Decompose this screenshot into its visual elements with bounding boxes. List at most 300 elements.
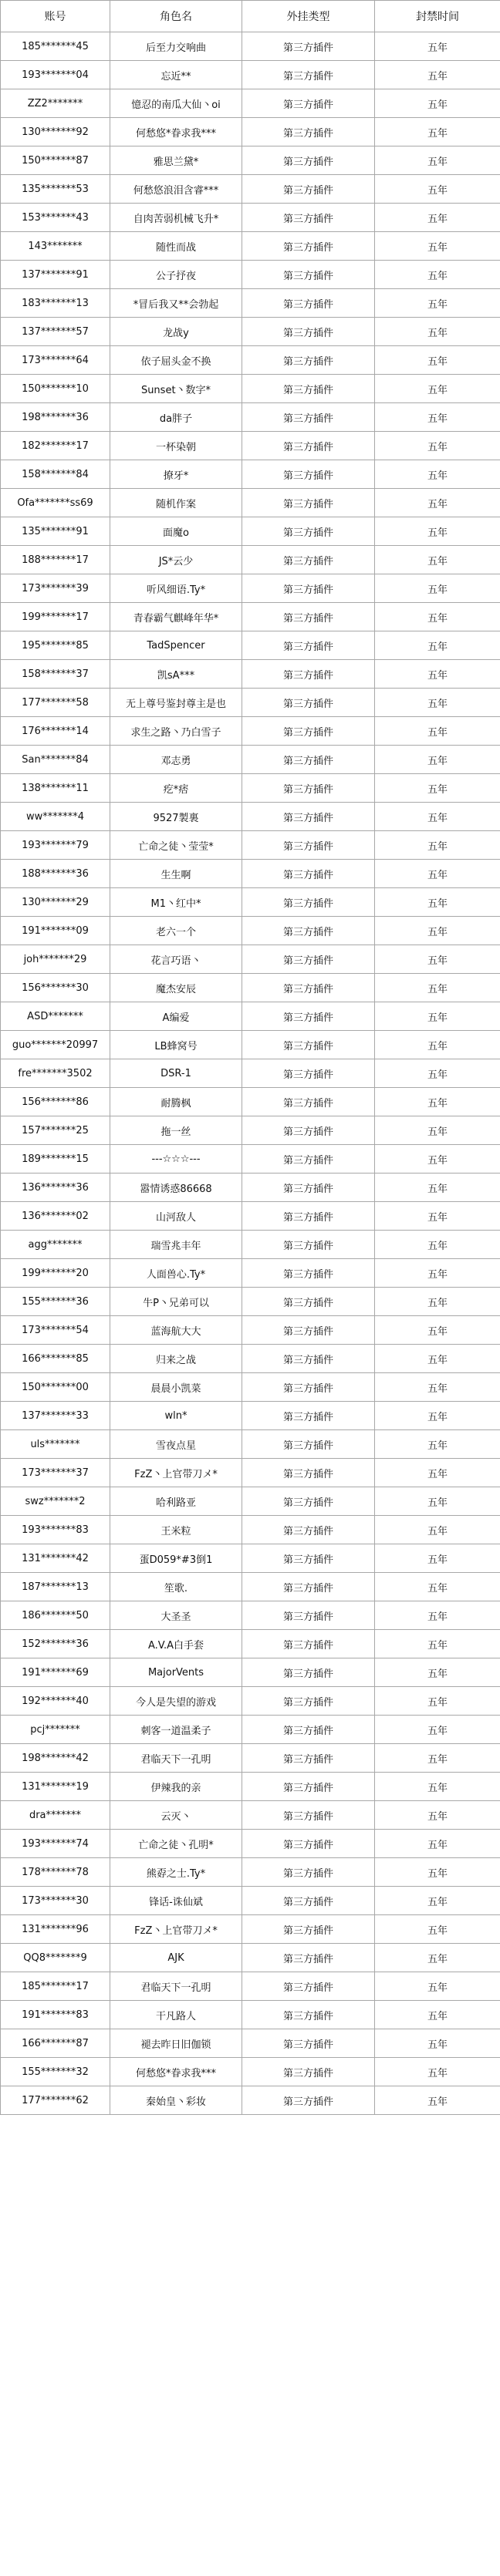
cell-role-name: 晨晨小凯菜 [110,1373,242,1402]
cell-ban-duration: 五年 [375,61,500,89]
cell-ban-duration: 五年 [375,146,500,175]
cell-cheat-type: 第三方插件 [242,1402,375,1430]
cell-ban-duration: 五年 [375,1601,500,1630]
cell-cheat-type: 第三方插件 [242,1687,375,1716]
cell-cheat-type: 第三方插件 [242,204,375,232]
cell-ban-duration: 五年 [375,746,500,774]
cell-account: 177*******62 [1,2086,110,2115]
cell-cheat-type: 第三方插件 [242,974,375,1002]
cell-role-name: 笙歌. [110,1573,242,1601]
cell-role-name: 邓志勇 [110,746,242,774]
cell-role-name: 憶忍的南瓜大仙丶oi [110,89,242,118]
table-row [1,1202,500,1231]
cell-account: 150*******10 [1,375,110,403]
cell-account: 193*******04 [1,61,110,89]
table-row [1,175,500,204]
cell-ban-duration: 五年 [375,2086,500,2115]
cell-cheat-type: 第三方插件 [242,146,375,175]
cell-ban-duration: 五年 [375,1002,500,1031]
table-row [1,2001,500,2029]
cell-role-name: 何愁悠*眷求我*** [110,2058,242,2086]
cell-role-name: 熊孬之士.Ty* [110,1858,242,1887]
cell-cheat-type: 第三方插件 [242,574,375,603]
cell-ban-duration: 五年 [375,1459,500,1487]
cell-account: 131*******96 [1,1915,110,1944]
table-row [1,489,500,517]
cell-role-name: A编爱 [110,1002,242,1031]
cell-role-name: 公子抒夜 [110,261,242,289]
cell-ban-duration: 五年 [375,689,500,717]
cell-ban-duration: 五年 [375,1145,500,1174]
table-row [1,460,500,489]
cell-account: 193*******74 [1,1830,110,1858]
cell-cheat-type: 第三方插件 [242,660,375,689]
cell-role-name: 无上尊号鉴封尊主是也 [110,689,242,717]
cell-cheat-type: 第三方插件 [242,1773,375,1801]
cell-role-name: 耐腾枫 [110,1088,242,1116]
table-row [1,118,500,146]
cell-cheat-type: 第三方插件 [242,1858,375,1887]
cell-account: 173*******64 [1,346,110,375]
cell-ban-duration: 五年 [375,603,500,631]
cell-account: pcj******* [1,1716,110,1744]
cell-ban-duration: 五年 [375,1316,500,1345]
cell-role-name: 大圣圣 [110,1601,242,1630]
cell-ban-duration: 五年 [375,1088,500,1116]
cell-cheat-type: 第三方插件 [242,717,375,746]
cell-role-name: 生生啊 [110,860,242,888]
cell-account: 131*******19 [1,1773,110,1801]
cell-account: 130*******29 [1,888,110,917]
cell-ban-duration: 五年 [375,1716,500,1744]
table-row [1,1887,500,1915]
table-row [1,289,500,318]
cell-ban-duration: 五年 [375,1116,500,1145]
cell-ban-duration: 五年 [375,175,500,204]
table-row [1,517,500,546]
cell-role-name: 秦始皇丶彩妆 [110,2086,242,2115]
cell-ban-duration: 五年 [375,489,500,517]
cell-ban-duration: 五年 [375,403,500,432]
table-row [1,1259,500,1288]
cell-cheat-type: 第三方插件 [242,289,375,318]
cell-cheat-type: 第三方插件 [242,746,375,774]
cell-role-name: 蓝海航大大 [110,1316,242,1345]
cell-ban-duration: 五年 [375,660,500,689]
cell-account: 173*******54 [1,1316,110,1345]
cell-ban-duration: 五年 [375,546,500,574]
cell-cheat-type: 第三方插件 [242,1174,375,1202]
cell-ban-duration: 五年 [375,860,500,888]
cell-role-name: 嚣情诱惑86668 [110,1174,242,1202]
cell-account: 158*******37 [1,660,110,689]
cell-cheat-type: 第三方插件 [242,517,375,546]
cell-ban-duration: 五年 [375,375,500,403]
cell-cheat-type: 第三方插件 [242,774,375,803]
cell-role-name: 锋话-诛仙斌 [110,1887,242,1915]
cell-cheat-type: 第三方插件 [242,1002,375,1031]
cell-cheat-type: 第三方插件 [242,888,375,917]
cell-account: 173*******37 [1,1459,110,1487]
cell-role-name: 撩牙* [110,460,242,489]
cell-cheat-type: 第三方插件 [242,1830,375,1858]
table-row [1,1288,500,1316]
cell-cheat-type: 第三方插件 [242,2001,375,2029]
cell-role-name: 一杯染朝 [110,432,242,460]
cell-cheat-type: 第三方插件 [242,1887,375,1915]
cell-cheat-type: 第三方插件 [242,1972,375,2001]
table-row [1,1031,500,1059]
cell-ban-duration: 五年 [375,774,500,803]
table-row [1,660,500,689]
cell-role-name: 今人是失望的游戏 [110,1687,242,1716]
cell-account: 188*******36 [1,860,110,888]
cell-account: 199*******20 [1,1259,110,1288]
table-row [1,2086,500,2115]
cell-account: 188*******17 [1,546,110,574]
cell-cheat-type: 第三方插件 [242,1231,375,1259]
cell-cheat-type: 第三方插件 [242,546,375,574]
cell-account: 199*******17 [1,603,110,631]
cell-ban-duration: 五年 [375,1231,500,1259]
table-row [1,1487,500,1516]
cell-account: 173*******39 [1,574,110,603]
table-row [1,1544,500,1573]
cell-cheat-type: 第三方插件 [242,945,375,974]
cell-account: 178*******78 [1,1858,110,1887]
table-row [1,1944,500,1972]
cell-role-name: 随性而战 [110,232,242,261]
cell-ban-duration: 五年 [375,945,500,974]
cell-account: 166*******87 [1,2029,110,2058]
table-row [1,631,500,660]
cell-cheat-type: 第三方插件 [242,432,375,460]
cell-account: fre*******3502 [1,1059,110,1088]
cell-ban-duration: 五年 [375,1830,500,1858]
cell-cheat-type: 第三方插件 [242,1430,375,1459]
cell-cheat-type: 第三方插件 [242,1716,375,1744]
table-row [1,689,500,717]
cell-account: 150*******00 [1,1373,110,1402]
cell-role-name: FzZ丶上官带刀メ* [110,1459,242,1487]
cell-role-name: 亡命之徒丶孔明* [110,1830,242,1858]
cell-role-name: MajorVents [110,1658,242,1687]
cell-cheat-type: 第三方插件 [242,1259,375,1288]
cell-cheat-type: 第三方插件 [242,2086,375,2115]
cell-account: joh*******29 [1,945,110,974]
cell-account: 193*******79 [1,831,110,860]
cell-account: guo*******20997 [1,1031,110,1059]
cell-cheat-type: 第三方插件 [242,803,375,831]
table-row [1,32,500,61]
cell-ban-duration: 五年 [375,1031,500,1059]
cell-account: 192*******40 [1,1687,110,1716]
table-row [1,2058,500,2086]
table-row [1,1002,500,1031]
table-row [1,574,500,603]
cell-role-name: wln* [110,1402,242,1430]
cell-cheat-type: 第三方插件 [242,61,375,89]
cell-cheat-type: 第三方插件 [242,631,375,660]
cell-account: 155*******32 [1,2058,110,2086]
cell-cheat-type: 第三方插件 [242,118,375,146]
cell-role-name: 青春霸气麒峰年华* [110,603,242,631]
cell-role-name: 龙战y [110,318,242,346]
cell-cheat-type: 第三方插件 [242,318,375,346]
cell-ban-duration: 五年 [375,831,500,860]
table-row [1,1345,500,1373]
table-row [1,89,500,118]
cell-cheat-type: 第三方插件 [242,1202,375,1231]
cell-role-name: 自肉苦弱机械飞升* [110,204,242,232]
cell-ban-duration: 五年 [375,803,500,831]
cell-account: 186*******50 [1,1601,110,1630]
cell-cheat-type: 第三方插件 [242,1573,375,1601]
cell-role-name: 牛P丶兄弟可以 [110,1288,242,1316]
cell-role-name: 听风细语.Ty* [110,574,242,603]
cell-role-name: 9527製裏 [110,803,242,831]
cell-role-name: 雅思兰黛* [110,146,242,175]
cell-role-name: 亡命之徒丶莹莹* [110,831,242,860]
cell-ban-duration: 五年 [375,888,500,917]
cell-cheat-type: 第三方插件 [242,1601,375,1630]
cell-cheat-type: 第三方插件 [242,1944,375,1972]
table-row [1,1744,500,1773]
cell-ban-duration: 五年 [375,2058,500,2086]
cell-ban-duration: 五年 [375,1573,500,1601]
cell-role-name: 伊辣我的亲 [110,1773,242,1801]
cell-cheat-type: 第三方插件 [242,89,375,118]
cell-account: 191*******69 [1,1658,110,1687]
cell-ban-duration: 五年 [375,1887,500,1915]
cell-account: 137*******91 [1,261,110,289]
table-row [1,1231,500,1259]
cell-role-name: FzZ丶上官带刀メ* [110,1915,242,1944]
cell-account: 189*******15 [1,1145,110,1174]
cell-cheat-type: 第三方插件 [242,1059,375,1088]
cell-account: dra******* [1,1801,110,1830]
cell-role-name: 云灭丶 [110,1801,242,1830]
cell-ban-duration: 五年 [375,432,500,460]
table-row [1,1801,500,1830]
table-row [1,831,500,860]
table-row [1,432,500,460]
cell-ban-duration: 五年 [375,289,500,318]
cell-ban-duration: 五年 [375,2001,500,2029]
cell-cheat-type: 第三方插件 [242,1088,375,1116]
cell-ban-duration: 五年 [375,1773,500,1801]
table-row [1,204,500,232]
cell-cheat-type: 第三方插件 [242,689,375,717]
cell-ban-duration: 五年 [375,1259,500,1288]
cell-role-name: 蛋D059*#3倒1 [110,1544,242,1573]
table-row [1,1402,500,1430]
cell-ban-duration: 五年 [375,631,500,660]
cell-role-name: Sunset丶数字* [110,375,242,403]
table-body [1,32,500,2115]
cell-account: 157*******25 [1,1116,110,1145]
cell-cheat-type: 第三方插件 [242,175,375,204]
cell-account: 177*******58 [1,689,110,717]
cell-ban-duration: 五年 [375,89,500,118]
cell-cheat-type: 第三方插件 [242,1316,375,1345]
cell-ban-duration: 五年 [375,1059,500,1088]
cell-ban-duration: 五年 [375,1744,500,1773]
cell-cheat-type: 第三方插件 [242,261,375,289]
cell-ban-duration: 五年 [375,1658,500,1687]
cell-ban-duration: 五年 [375,974,500,1002]
cell-account: 130*******92 [1,118,110,146]
cell-role-name: 人面兽心.Ty* [110,1259,242,1288]
cell-account: 198*******36 [1,403,110,432]
table-row [1,2029,500,2058]
table-row [1,1059,500,1088]
table-row [1,1601,500,1630]
cell-cheat-type: 第三方插件 [242,1487,375,1516]
cell-role-name: 拖一丝 [110,1116,242,1145]
table-header-row [1,1,500,32]
cell-account: 182*******17 [1,432,110,460]
cell-account: 131*******42 [1,1544,110,1573]
cell-ban-duration: 五年 [375,346,500,375]
cell-ban-duration: 五年 [375,1345,500,1373]
cell-cheat-type: 第三方插件 [242,1915,375,1944]
table-row [1,1630,500,1658]
cell-role-name: 归来之战 [110,1345,242,1373]
cell-role-name: 干凡路人 [110,2001,242,2029]
cell-role-name: 求生之路丶乃白雪子 [110,717,242,746]
cell-cheat-type: 第三方插件 [242,403,375,432]
table-row [1,1573,500,1601]
cell-account: 166*******85 [1,1345,110,1373]
cell-cheat-type: 第三方插件 [242,1801,375,1830]
cell-ban-duration: 五年 [375,118,500,146]
table-row [1,603,500,631]
cell-account: 143******* [1,232,110,261]
table-row [1,1915,500,1944]
table-row [1,1773,500,1801]
table-row [1,1174,500,1202]
cell-account: agg******* [1,1231,110,1259]
cell-role-name: M1丶红中* [110,888,242,917]
cell-cheat-type: 第三方插件 [242,1373,375,1402]
cell-role-name: DSR-1 [110,1059,242,1088]
table-row [1,1858,500,1887]
cell-role-name: AJK [110,1944,242,1972]
cell-account: 135*******91 [1,517,110,546]
cell-role-name: 老六一个 [110,917,242,945]
cell-account: 153*******43 [1,204,110,232]
table-row [1,917,500,945]
table-row [1,1430,500,1459]
cell-account: swz*******2 [1,1487,110,1516]
table-row [1,774,500,803]
cell-ban-duration: 五年 [375,261,500,289]
cell-ban-duration: 五年 [375,1202,500,1231]
cell-ban-duration: 五年 [375,232,500,261]
cell-role-name: TadSpencer [110,631,242,660]
table-row [1,1373,500,1402]
cell-account: 155*******36 [1,1288,110,1316]
cell-account: 193*******83 [1,1516,110,1544]
cell-cheat-type: 第三方插件 [242,232,375,261]
cell-role-name: LB蜂窝号 [110,1031,242,1059]
cell-role-name: 刺客一道温柔子 [110,1716,242,1744]
cell-cheat-type: 第三方插件 [242,1459,375,1487]
cell-role-name: 凯sA*** [110,660,242,689]
cell-ban-duration: 五年 [375,1630,500,1658]
cell-ban-duration: 五年 [375,1687,500,1716]
table-row [1,1687,500,1716]
table-row [1,1830,500,1858]
cell-account: 191*******83 [1,2001,110,2029]
cell-role-name: 王米粒 [110,1516,242,1544]
cell-account: 185*******45 [1,32,110,61]
cell-cheat-type: 第三方插件 [242,831,375,860]
cell-account: 156*******30 [1,974,110,1002]
cell-cheat-type: 第三方插件 [242,1031,375,1059]
cell-role-name: 忘近** [110,61,242,89]
cell-ban-duration: 五年 [375,1544,500,1573]
cell-cheat-type: 第三方插件 [242,2058,375,2086]
cell-role-name: 褪去昨日旧伽锁 [110,2029,242,2058]
cell-ban-duration: 五年 [375,1972,500,2001]
cell-cheat-type: 第三方插件 [242,1744,375,1773]
cell-ban-duration: 五年 [375,1174,500,1202]
cell-account: 136*******02 [1,1202,110,1231]
cell-role-name: 依子屈头金不换 [110,346,242,375]
cell-ban-duration: 五年 [375,1516,500,1544]
table-row [1,974,500,1002]
cell-cheat-type: 第三方插件 [242,917,375,945]
cell-account: ASD******* [1,1002,110,1031]
cell-ban-duration: 五年 [375,2029,500,2058]
cell-role-name: 雪夜点星 [110,1430,242,1459]
cell-role-name: *冒后我又**会勃起 [110,289,242,318]
cell-ban-duration: 五年 [375,1858,500,1887]
cell-cheat-type: 第三方插件 [242,1345,375,1373]
cell-account: 195*******85 [1,631,110,660]
cell-cheat-type: 第三方插件 [242,603,375,631]
table-row [1,146,500,175]
header-cheat-type: 外挂类型 [242,1,375,32]
cell-ban-duration: 五年 [375,318,500,346]
cell-account: 173*******30 [1,1887,110,1915]
cell-account: 176*******14 [1,717,110,746]
cell-account: 135*******53 [1,175,110,204]
table-row [1,1316,500,1345]
cell-cheat-type: 第三方插件 [242,375,375,403]
cell-account: 198*******42 [1,1744,110,1773]
table-row [1,803,500,831]
cell-role-name: A.V.A白手套 [110,1630,242,1658]
table-row [1,860,500,888]
cell-cheat-type: 第三方插件 [242,1145,375,1174]
table-row [1,61,500,89]
cell-ban-duration: 五年 [375,1915,500,1944]
table-row [1,318,500,346]
header-ban-duration: 封禁时间 [375,1,500,32]
cell-cheat-type: 第三方插件 [242,1516,375,1544]
cell-role-name: da胖子 [110,403,242,432]
cell-cheat-type: 第三方插件 [242,1658,375,1687]
table-row [1,717,500,746]
cell-role-name: 疙*痞 [110,774,242,803]
cell-account: 138*******11 [1,774,110,803]
header-role-name: 角色名 [110,1,242,32]
table-row [1,1516,500,1544]
cell-account: 150*******87 [1,146,110,175]
